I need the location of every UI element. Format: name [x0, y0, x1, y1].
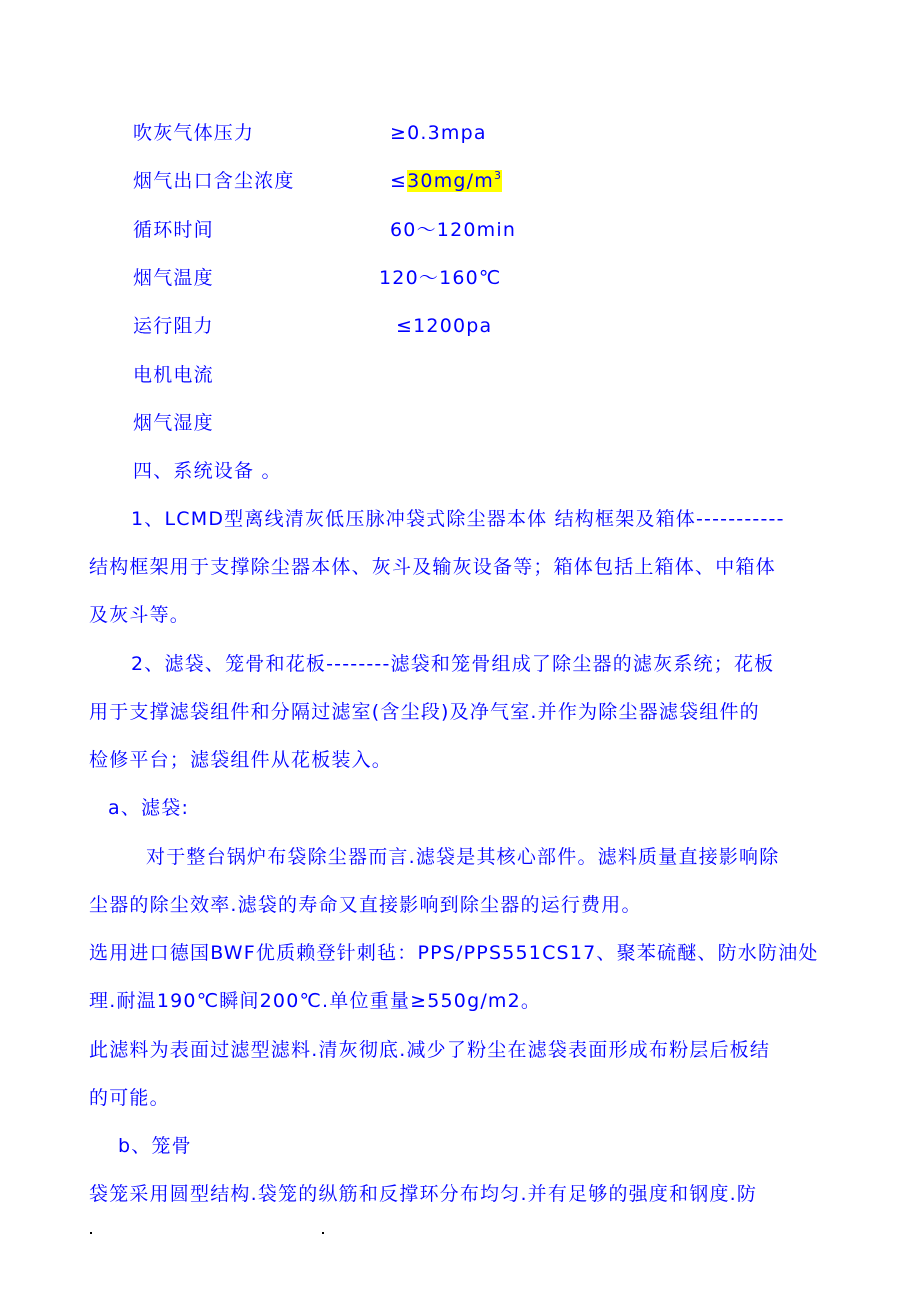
param-label: 运行阻力: [133, 315, 214, 337]
paragraph-line: 对于整台锅炉布袋除尘器而言.滤袋是其核心部件。滤料质量直接影响除: [146, 846, 780, 868]
param-label: 吹灰气体压力: [133, 122, 255, 144]
param-label: 烟气出口含尘浓度: [133, 170, 295, 192]
paragraph-line: 1、LCMD型离线清灰低压脉冲袋式除尘器本体 结构框架及箱体-----------: [131, 508, 785, 530]
param-value: 120～160℃: [379, 267, 502, 289]
highlighted-value: [407, 170, 502, 192]
paragraph-line: 检修平台；滤袋组件从花板装入。: [89, 749, 393, 771]
paragraph-line: 及灰斗等。: [89, 604, 191, 626]
param-label: 循环时间: [133, 219, 214, 241]
footer-dot: [322, 1232, 324, 1234]
paragraph-line: 此滤料为表面过滤型滤料.清灰彻底.减少了粉尘在滤袋表面形成布粉层后板结: [89, 1039, 771, 1061]
param-value: [390, 169, 502, 193]
param-value: 60～120min: [390, 219, 517, 241]
footer-dot: [90, 1232, 92, 1234]
param-label: 烟气湿度: [133, 412, 214, 434]
section-heading: 四、系统设备 。: [133, 460, 282, 482]
paragraph-line: 袋笼采用圆型结构.袋笼的纵筋和反撑环分布均匀.并有足够的强度和钢度.防: [89, 1183, 758, 1205]
superscript: 3: [493, 169, 503, 182]
param-value: ≥0.3mpa: [390, 122, 487, 144]
paragraph-line: 选用进口德国BWF优质赖登针刺毡：PPS/PPS551CS17、聚苯硫醚、防水防油处: [89, 942, 819, 964]
subsection-heading: b、笼骨: [118, 1135, 192, 1157]
paragraph-line: 的可能。: [89, 1087, 170, 1109]
subsection-heading: a、滤袋:: [108, 797, 190, 819]
paragraph-line: 结构框架用于支撑除尘器本体、灰斗及输灰设备等；箱体包括上箱体、中箱体: [89, 556, 776, 578]
paragraph-line: 2、滤袋、笼骨和花板--------滤袋和笼骨组成了除尘器的滤灰系统；花板: [131, 653, 775, 675]
param-value: ≤1200pa: [396, 315, 493, 337]
param-value-prefix: ≤: [390, 170, 408, 192]
paragraph-line: 理.耐温190℃瞬间200℃.单位重量≥550g/m2。: [89, 990, 542, 1012]
param-label: 烟气温度: [133, 267, 214, 289]
paragraph-line: 用于支撑滤袋组件和分隔过滤室(含尘段)及净气室.并作为除尘器滤袋组件的: [89, 701, 760, 723]
highlighted-text: 30mg/m: [407, 170, 494, 192]
paragraph-line: 尘器的除尘效率.滤袋的寿命又直接影响到除尘器的运行费用。: [89, 894, 642, 916]
param-label: 电机电流: [133, 364, 214, 386]
